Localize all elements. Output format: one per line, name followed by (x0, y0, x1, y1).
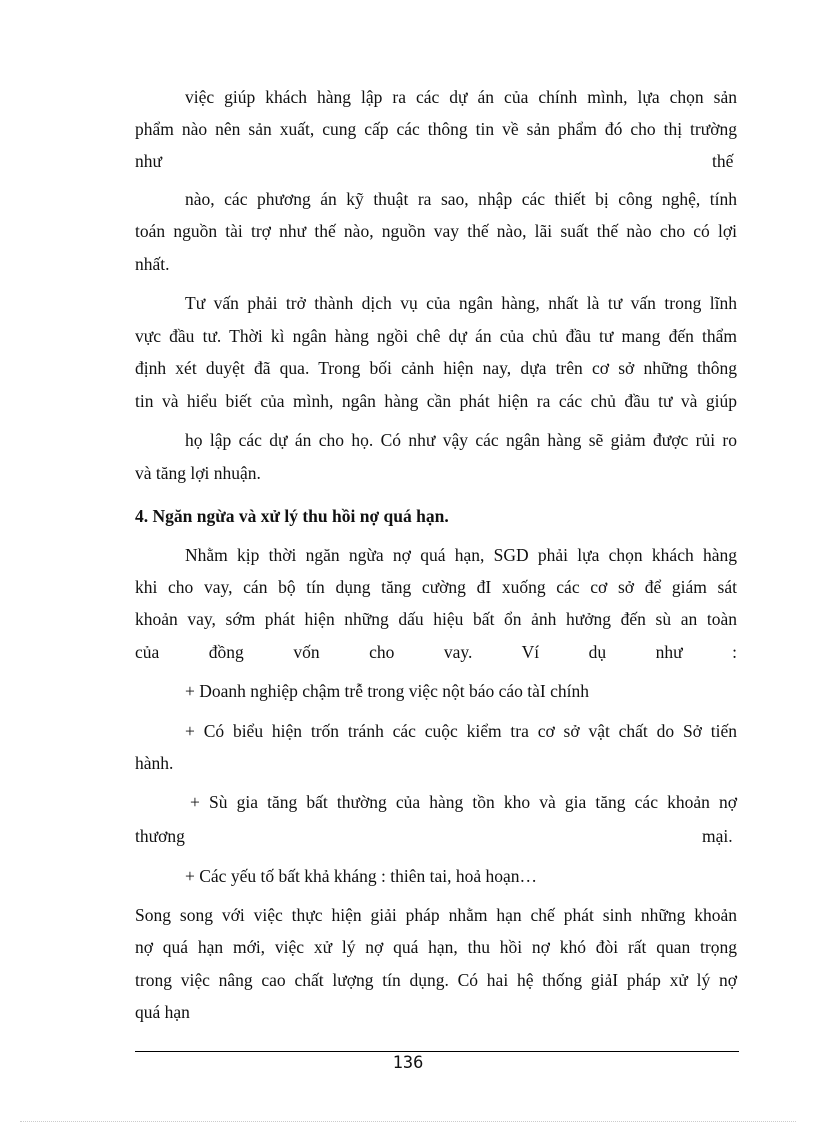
list-item: + Có biểu hiện trốn tránh các cuộc kiểm tra cơ sở vật chất do Sở tiến (185, 721, 737, 741)
text-line: quá hạn (135, 1002, 190, 1022)
text-line: Song song với việc thực hiện giải pháp nhằm hạn chế phát sinh những khoản (135, 905, 737, 925)
text-line: hành. (135, 753, 174, 773)
text-line: họ lập các dự án cho họ. Có như vậy các ngân hàng sẽ giảm được rủi ro (185, 430, 737, 450)
text-line: khi cho vay, cán bộ tín dụng tăng cường đI xuống các cơ sở để giám sát (135, 577, 737, 597)
page-number: 136 (392, 1053, 424, 1073)
text-line: thế (712, 151, 734, 171)
text-line: nợ quá hạn mới, việc xử lý nợ quá hạn, thu hồi nợ khó đòi rất quan trọng (135, 937, 737, 957)
text-line: và tăng lợi nhuận. (135, 463, 261, 483)
text-line: mại. (702, 826, 733, 846)
text-line: thương (135, 826, 185, 846)
text-line: nhất. (135, 254, 170, 274)
text-line: của đồng vốn cho vay. Ví dụ như : (135, 642, 737, 662)
text-line: nào, các phương án kỹ thuật ra sao, nhập các thiết bị công nghệ, tính (185, 189, 737, 209)
text-line: Tư vấn phải trở thành dịch vụ của ngân hàng, nhất là tư vấn trong lĩnh (185, 293, 737, 313)
list-item: + Các yếu tố bất khả kháng : thiên tai, hoả hoạn… (185, 866, 537, 886)
text-line: khoản vay, sớm phát hiện những dấu hiệu bất ổn ảnh hưởng đến sù an toàn (135, 609, 737, 629)
page-bottom-border (20, 1121, 796, 1122)
text-line: vực đầu tư. Thời kì ngân hàng ngồi chê dự án của chủ đầu tư mang đến thẩm (135, 326, 737, 346)
text-line: việc giúp khách hàng lập ra các dự án của chính mình, lựa chọn sản (185, 87, 737, 107)
list-item: + Doanh nghiệp chậm trễ trong việc nột báo cáo tàI chính (185, 681, 589, 701)
text-line: Nhằm kịp thời ngăn ngừa nợ quá hạn, SGD phải lựa chọn khách hàng (185, 545, 737, 565)
list-item: + Sù gia tăng bất thường của hàng tồn kho và gia tăng các khoản nợ (190, 792, 737, 812)
text-line: phẩm nào nên sản xuất, cung cấp các thông tin về sản phẩm đó cho thị trường (135, 119, 737, 139)
section-heading: 4. Ngăn ngừa và xử lý thu hồi nợ quá hạn. (135, 506, 449, 526)
text-line: trong việc nâng cao chất lượng tín dụng. Có hai hệ thống giảI pháp xử lý nợ (135, 970, 737, 990)
text-line: như (135, 151, 162, 171)
text-line: định xét duyệt đã qua. Trong bối cảnh hiện nay, dựa trên cơ sở những thông (135, 358, 737, 378)
text-line: tin và hiểu biết của mình, ngân hàng cần phát hiện ra các chủ đầu tư và giúp (135, 391, 737, 411)
text-line: toán nguồn tài trợ như thế nào, nguồn vay thế nào, lãi suất thế nào cho có lợi (135, 221, 737, 241)
